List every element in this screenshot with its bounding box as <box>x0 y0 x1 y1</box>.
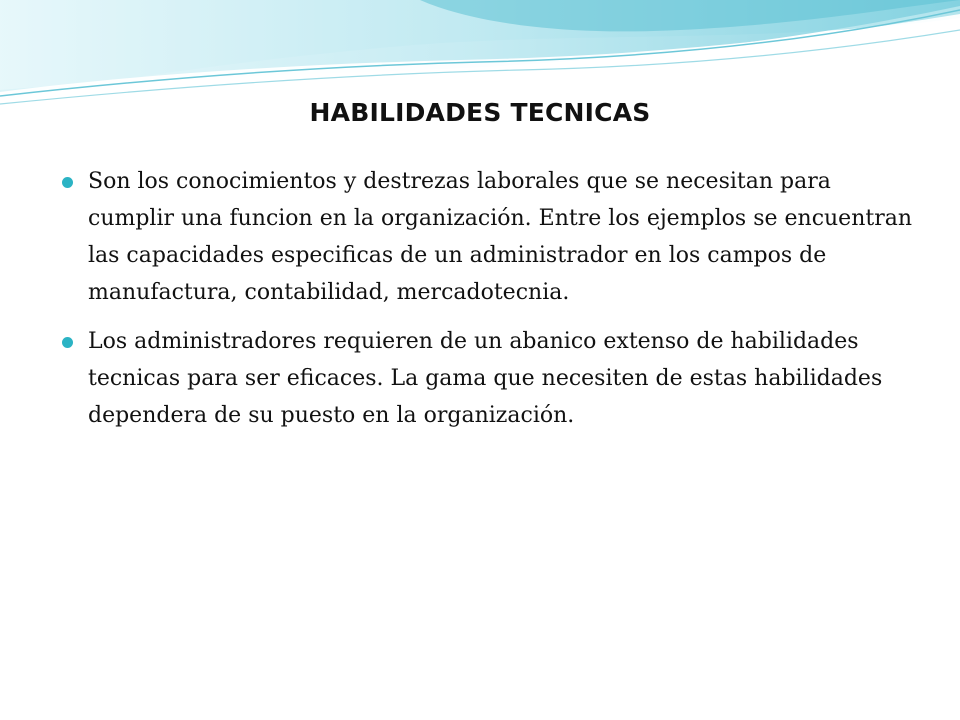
bullet-dot-icon <box>62 177 73 188</box>
bullet-item <box>60 323 920 434</box>
bullet-item <box>60 163 920 311</box>
bullet-text: Son los conocimientos y destrezas laborales que se necesitan para cumplir una funcion en la organización. Entre los ejemplos se encuentran las capacidades especificas de un administrador en los campos de manufactura, contabilidad, mercadotecnia. <box>88 169 913 305</box>
bullet-dot-icon <box>62 337 73 348</box>
slide-title: HABILIDADES TECNICAS <box>309 98 651 127</box>
bullet-text: Los administradores requieren de un abanico extenso de habilidades tecnicas para ser eficaces. La gama que necesiten de estas habilidades dependera de su puesto en la organización. <box>88 329 883 428</box>
bullet-list <box>60 163 920 446</box>
